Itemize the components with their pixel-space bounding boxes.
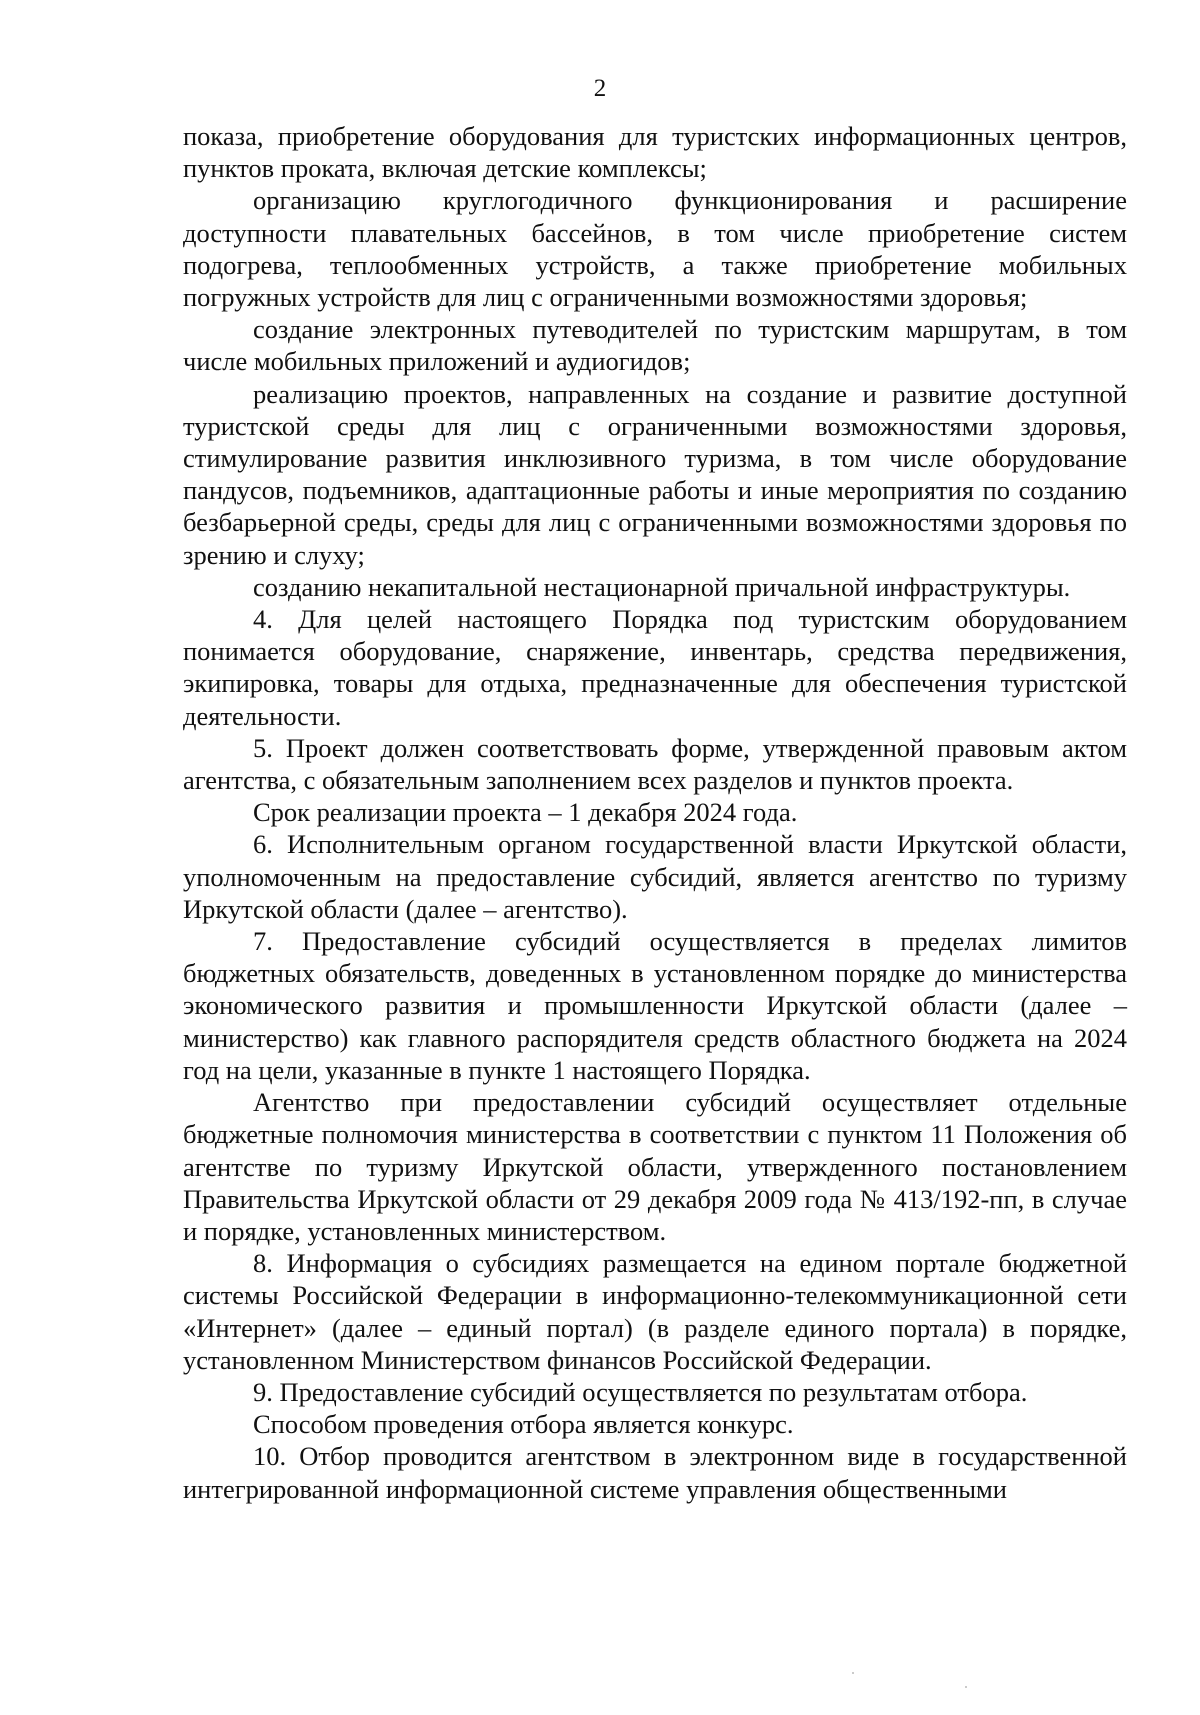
- document-body: [183, 120, 1127, 1505]
- paragraph-item-5: 5. Проект должен соответствовать форме, утвержденной правовым актом агентства, с обязательным заполнением всех разделов и пунктов проекта.: [183, 732, 1127, 796]
- paragraph-guides: создание электронных путеводителей по туристским маршрутам, в том числе мобильных приложений и аудиогидов;: [183, 314, 1127, 377]
- paragraph-deadline: Срок реализации проекта – 1 декабря 2024 года.: [253, 797, 798, 828]
- scan-speck: [965, 1686, 967, 1688]
- paragraph-item-8: 8. Информация о субсидиях размещается на едином портале бюджетной системы Российской Федерации в информационно-телекоммуникационной сети «Интернет» (далее – единый портал) (в разделе единого портала) в порядке, установленном Министерством финансов Российской Федерации.: [183, 1248, 1127, 1375]
- paragraph-continuation: показа, приобретение оборудования для туристских информационных центров, пунктов проката, включая детские комплексы;: [183, 121, 1127, 184]
- paragraph-agency-powers: Агентство при предоставлении субсидий осуществляет отдельные бюджетные полномочия министерства в соответствии с пунктом 11 Положения об агентстве по туризму Иркутской области, утвержденного постановлением Правительства Иркутской области от 29 декабря 2009 года № 413/192-пп, в случае и порядке, установленных министерством.: [183, 1087, 1127, 1246]
- page-number: 2: [593, 75, 607, 102]
- paragraph-accessible-environment: реализацию проектов, направленных на создание и развитие доступной туристской среды для лиц с ограниченными возможностями здоровья, стимулирование развития инклюзивного туризма, в том числе оборудование пандусов, подъемников, адаптационные работы и иные мероприятия по созданию безбарьерной среды, среды для лиц с ограниченными возможностями здоровья по зрению и слуху;: [183, 378, 1127, 570]
- paragraph-item-9: 9. Предоставление субсидий осуществляется по результатам отбора.: [253, 1376, 1028, 1407]
- scan-speck: [852, 1672, 854, 1674]
- paragraph-contest: Способом проведения отбора является конкурс.: [253, 1409, 794, 1440]
- paragraph-item-4: 4. Для целей настоящего Порядка под туристским оборудованием понимается оборудование, снаряжение, инвентарь, средства передвижения, экипировка, товары для отдыха, предназначенные для обеспечения туристской деятельности.: [183, 604, 1127, 731]
- paragraph-item-7: 7. Предоставление субсидий осуществляется в пределах лимитов бюджетных обязательств, доведенных в установленном порядке до министерства экономического развития и промышленности Иркутской области (далее – министерство) как главного распорядителя средств областного бюджета на 2024 год на цели, указанные в пункте 1 настоящего Порядка.: [183, 926, 1127, 1085]
- paragraph-item-10: 10. Отбор проводится агентством в электронном виде в государственной интегрированной информационной системе управления общественными: [183, 1441, 1127, 1504]
- paragraph-pools: организацию круглогодичного функционирования и расширение доступности плавательных бассейнов, в том числе приобретение систем подогрева, теплообменных устройств, а также приобретение мобильных погружных устройств для лиц с ограниченными возможностями здоровья;: [183, 185, 1127, 313]
- paragraph-mooring: созданию некапитальной нестационарной причальной инфраструктуры.: [253, 571, 1071, 602]
- paragraph-item-6: 6. Исполнительным органом государственной власти Иркутской области, уполномоченным на предоставление субсидий, является агентство по туризму Иркутской области (далее – агентство).: [183, 829, 1127, 924]
